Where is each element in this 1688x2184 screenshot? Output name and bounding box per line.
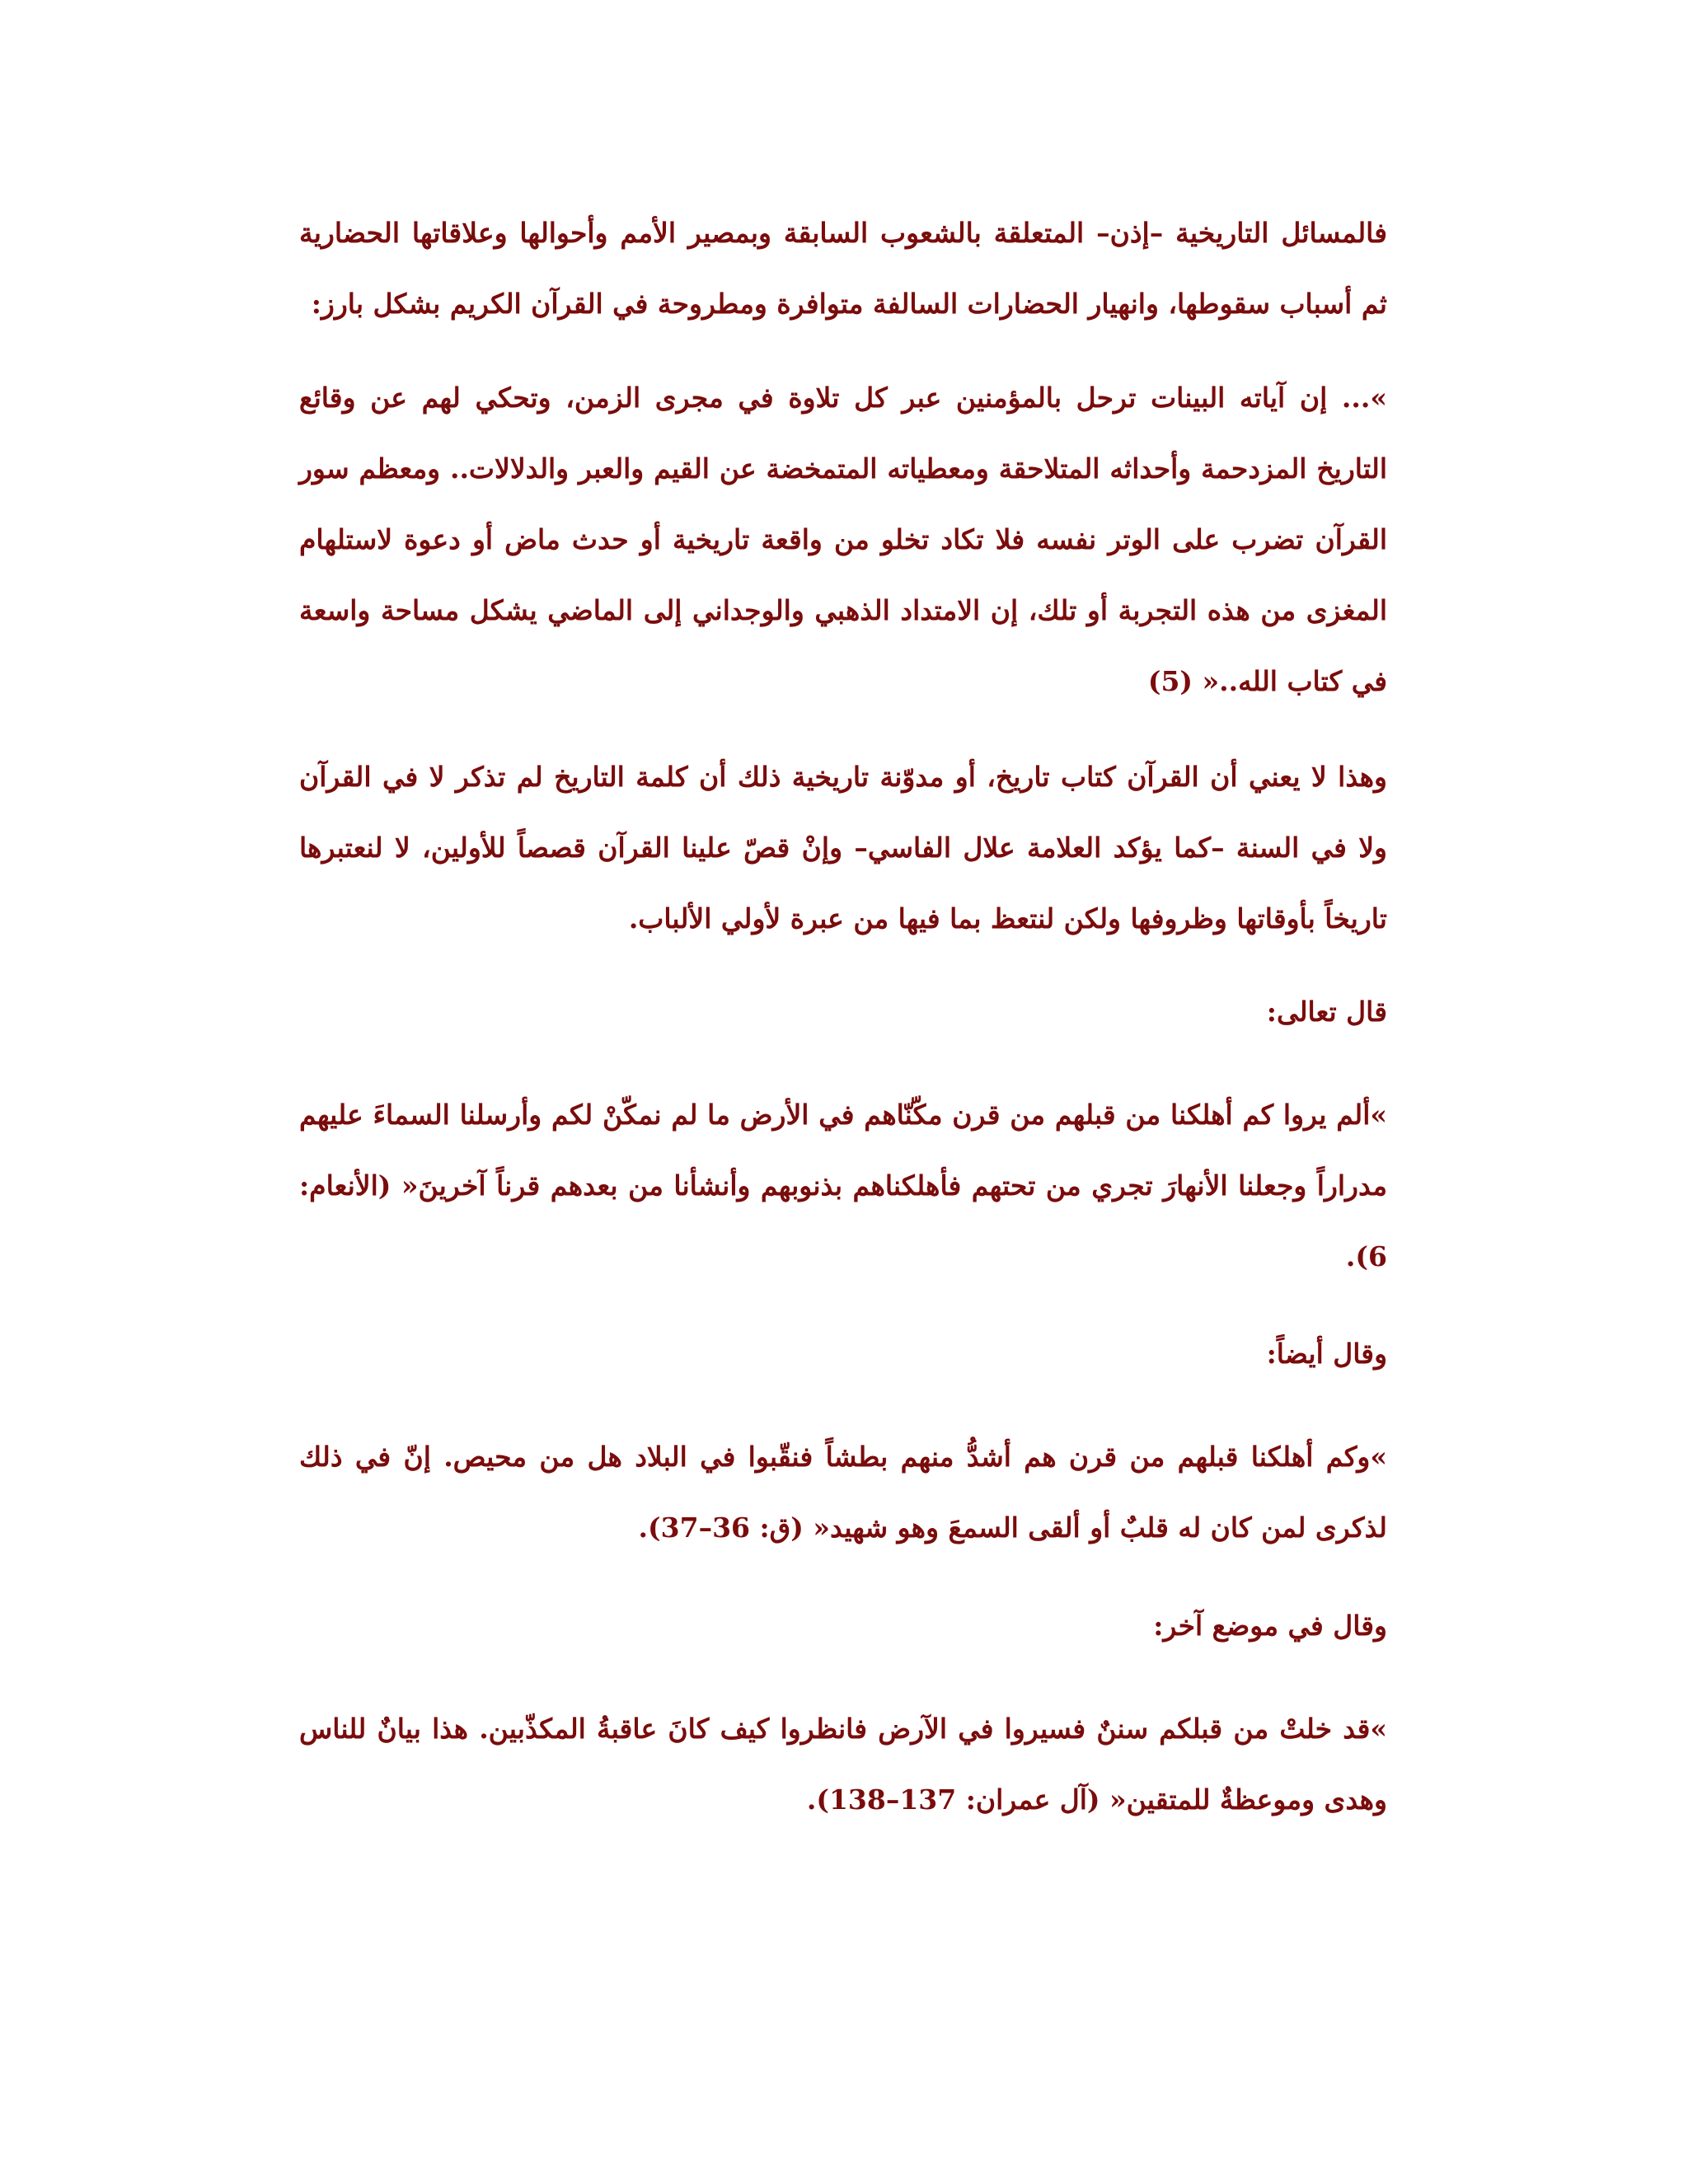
verse-al-imran-137-138: »قد خلتْ من قبلكم سننٌ فسيروا في الآرض فانظروا كيف كانَ عاقبةُ المكذّبين. هذا بيانٌ للناس وهدى وموعظةٌ للمتقين« (آل عمران: 137–138). [299, 1713, 1387, 1816]
quotation-verses-journey: »... إن آياته البينات ترحل بالمؤمنين عبر كل تلاوة في مجرى الزمن، وتحكي لهم عن وقائع التاريخ المزدحمة وأحداثه المتلاحقة ومعطياته المتمخضة عن القيم والعبر والدلالات.. ومعظم سور القرآن تضرب على الوتر نفسه فلا تكاد تخلو من واقعة تاريخية أو حدث ماض أو دعوة لاستلهام المغزى من هذه التجربة أو تلك، إن الامتداد الذهبي والوجداني إلى الماضي يشكل مساحة واسعة في كتاب الله..« (5) [299, 382, 1387, 697]
paragraph-historical-issues: فالمسائل التاريخية –إذن– المتعلقة بالشعوب السابقة وبمصير الأمم وأحوالها وعلاقاتها الحضارية ثم أسباب سقوطها، وانهيار الحضارات السالفة متوافرة ومطروحة في القرآن الكريم بشكل بارز: [299, 217, 1387, 320]
heading-qala-taala: قال تعالى: [1266, 996, 1387, 1028]
verse-anam-6: »ألم يروا كم أهلكنا من قبلهم من قرن مكّنّاهم في الأرض ما لم نمكّنْ لكم وأرسلنا السماءَ عليهم مدراراً وجعلنا الأنهارَ تجري من تحتهم فأهلكناهم بذنوبهم وأنشأنا من بعدهم قرناً آخرينَ« (الأنعام: 6). [299, 1099, 1387, 1272]
verse-qaf-36-37: »وكم أهلكنا قبلهم من قرن هم أشدُّ منهم بطشاً فنقّبوا في البلاد هل من محيص. إنّ في ذلك لذكرى لمن كان له قلبٌ أو ألقى السمعَ وهو شهيد« (ق: 36–37). [299, 1441, 1387, 1544]
heading-another-place: وقال في موضع آخر: [1153, 1610, 1387, 1642]
paragraph-not-history-book: وهذا لا يعني أن القرآن كتاب تاريخ، أو مدوّنة تاريخية ذلك أن كلمة التاريخ لم تذكر لا في القرآن ولا في السنة –كما يؤكد العلامة علال الفاسي– وإنْ قصّ علينا القرآن قصصاً للأولين، لا لنعتبرها تاريخاً بأوقاتها وظروفها ولكن لنتعظ بما فيها من عبرة لأولي الألباب. [299, 761, 1387, 935]
heading-wa-qala-aydan: وقال أيضاً: [1266, 1338, 1387, 1370]
